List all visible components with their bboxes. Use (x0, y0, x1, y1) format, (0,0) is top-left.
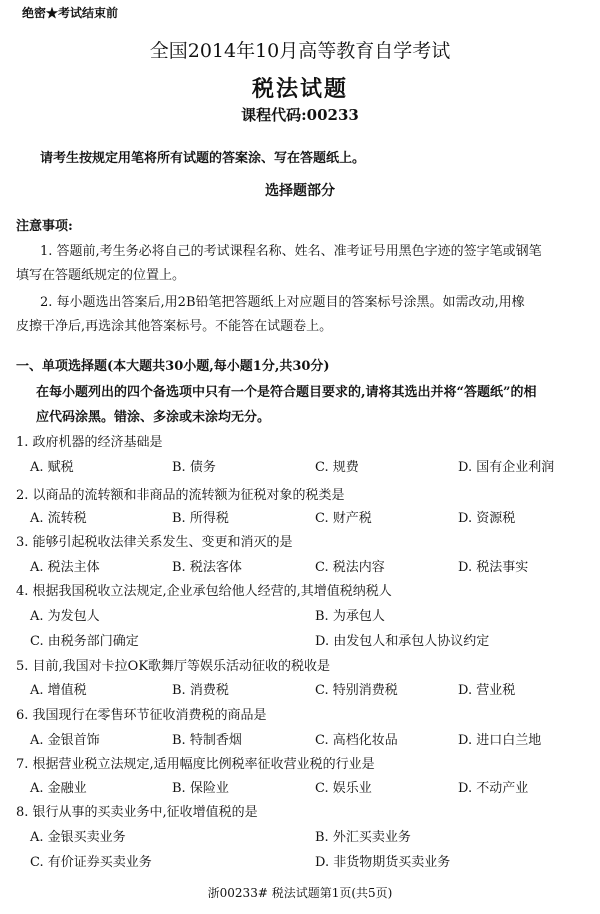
question-option: A. 流转税 (30, 511, 87, 526)
question-text: 4. 根据我国税收立法规定,企业承包给他人经营的,其增值税纳税人 (16, 584, 392, 599)
question-option: A. 税法主体 (30, 560, 100, 575)
question-option: B. 税法客体 (172, 560, 242, 575)
part1-heading: 一、单项选择题(本大题共30小题,每小题1分,共30分) (16, 359, 330, 374)
answer-instruction: 请考生按规定用笔将所有试题的答案涂、写在答题纸上。 (40, 151, 366, 166)
question-option: B. 所得税 (172, 511, 229, 526)
question-option: A. 金银买卖业务 (30, 830, 126, 845)
question-option: D. 国有企业利润 (458, 460, 555, 475)
question-option: D. 税法事实 (458, 560, 529, 575)
question-text: 6. 我国现行在零售环节征收消费税的商品是 (16, 708, 267, 723)
question-text: 1. 政府机器的经济基础是 (16, 435, 163, 450)
question-option: C. 高档化妆品 (315, 733, 398, 748)
section-title: 选择题部分 (265, 183, 335, 199)
question-option: D. 由发包人和承包人协议约定 (315, 634, 490, 649)
question-text: 8. 银行从事的买卖业务中,征收增值税的是 (16, 805, 258, 820)
question-option: C. 规费 (315, 460, 359, 475)
notice-item-1-line2: 填写在答题纸规定的位置上。 (16, 268, 186, 283)
part1-desc-line2: 应代码涂黑。错涂、多涂或未涂均无分。 (36, 410, 271, 425)
notice-title: 注意事项: (16, 219, 73, 234)
question-option: D. 营业税 (458, 683, 516, 698)
question-option: C. 特别消费税 (315, 683, 398, 698)
question-option: A. 增值税 (30, 683, 87, 698)
confidential-label: 绝密★考试结束前 (22, 6, 119, 20)
part1-desc-line1: 在每小题列出的四个备选项中只有一个是符合题目要求的,请将其选出并将“答题纸”的相 (36, 385, 537, 400)
question-option: B. 外汇买卖业务 (315, 830, 411, 845)
question-option: B. 特制香烟 (172, 733, 242, 748)
question-text: 7. 根据营业税立法规定,适用幅度比例税率征收营业税的行业是 (16, 757, 375, 772)
question-option: D. 进口白兰地 (458, 733, 542, 748)
question-option: B. 债务 (172, 460, 216, 475)
page-footer: 浙00233# 税法试题第1页(共5页) (207, 886, 393, 900)
question-option: D. 不动产业 (458, 781, 529, 796)
question-option: A. 为发包人 (30, 609, 100, 624)
question-text: 2. 以商品的流转额和非商品的流转额为征税对象的税类是 (16, 488, 345, 503)
question-option: C. 税法内容 (315, 560, 385, 575)
course-code: 课程代码:00233 (241, 106, 359, 124)
question-option: A. 赋税 (30, 460, 74, 475)
subject-title: 税法试题 (251, 76, 348, 102)
question-option: B. 为承包人 (315, 609, 385, 624)
question-option: C. 财产税 (315, 511, 372, 526)
question-option: C. 娱乐业 (315, 781, 372, 796)
question-option: B. 消费税 (172, 683, 229, 698)
question-option: A. 金融业 (30, 781, 87, 796)
question-option: A. 金银首饰 (30, 733, 100, 748)
question-option: D. 资源税 (458, 511, 516, 526)
notice-item-2-line2: 皮擦干净后,再选涂其他答案标号。不能答在试题卷上。 (16, 319, 333, 334)
exam-title: 全国2014年10月高等教育自学考试 (149, 40, 451, 62)
notice-item-1-line1: 1. 答题前,考生务必将自己的考试课程名称、姓名、准考证号用黑色字迹的签字笔或钢笔 (40, 244, 542, 259)
question-option: C. 有价证券买卖业务 (30, 855, 152, 870)
question-option: D. 非货物期货买卖业务 (315, 855, 451, 870)
notice-item-2-line1: 2. 每小题选出答案后,用2B铅笔把答题纸上对应题目的答案标号涂黑。如需改动,用橡 (40, 295, 525, 310)
question-text: 5. 目前,我国对卡拉OK歌舞厅等娱乐活动征收的税收是 (16, 659, 331, 674)
question-option: C. 由税务部门确定 (30, 634, 139, 649)
question-text: 3. 能够引起税收法律关系发生、变更和消灭的是 (16, 535, 293, 550)
question-option: B. 保险业 (172, 781, 229, 796)
